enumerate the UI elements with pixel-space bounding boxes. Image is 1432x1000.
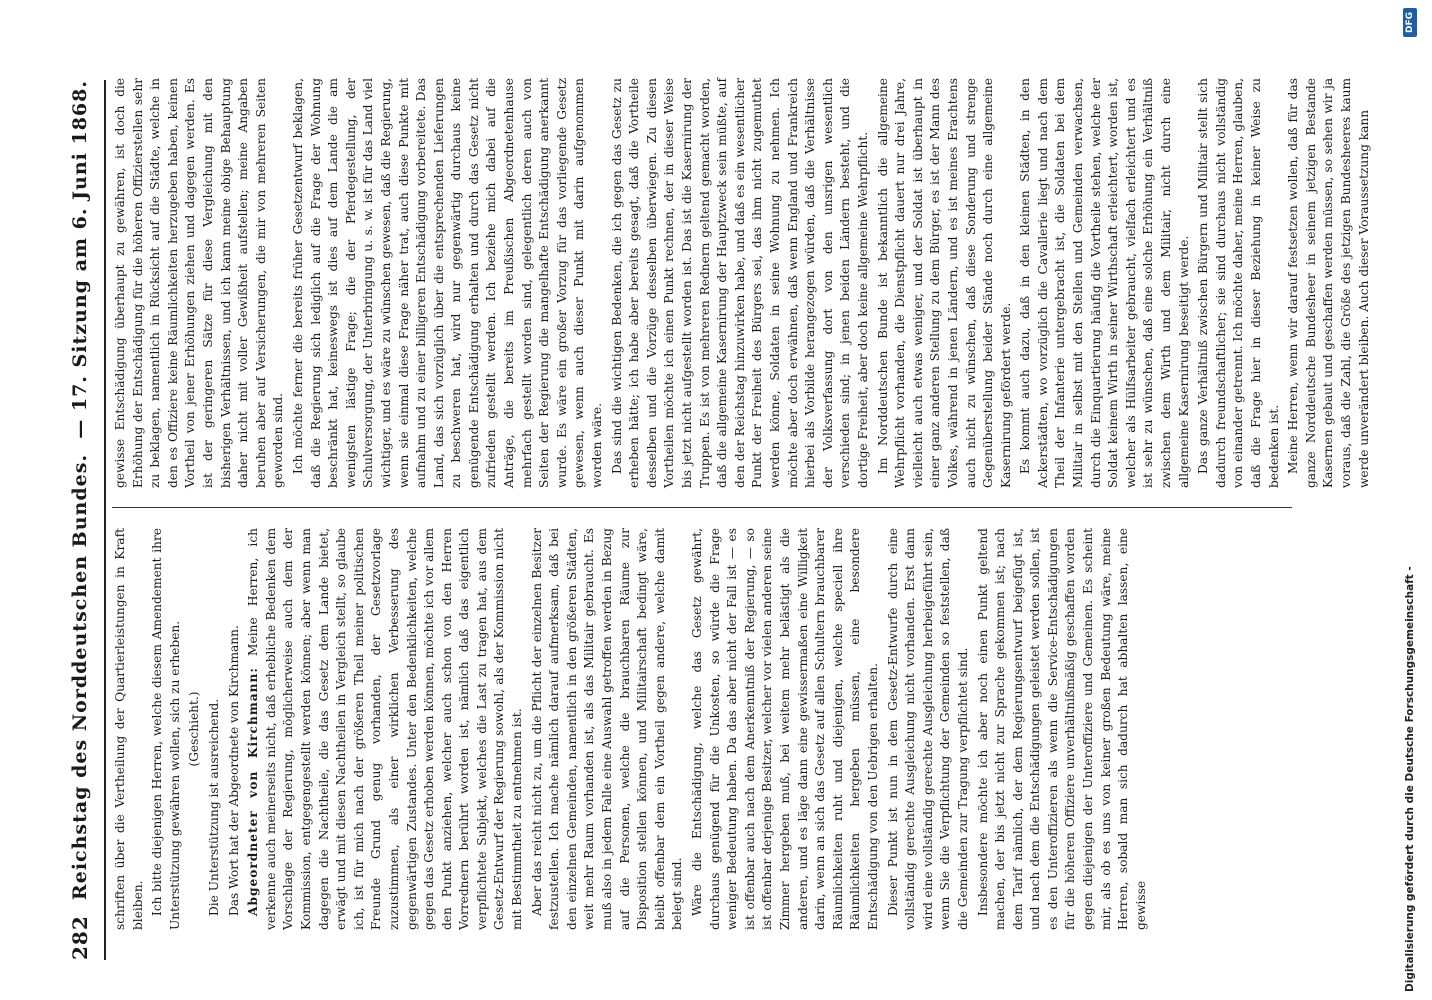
dfg-logo: DFG (1403, 8, 1417, 37)
paragraph: Die Unterstützung ist ausreichend. (206, 698, 221, 916)
digitization-credit (1398, 8, 1422, 992)
text-column-right (112, 78, 1371, 488)
speaker-name: Abgeordneter von Kirchmann: (246, 667, 261, 916)
running-head (60, 80, 100, 960)
speech-paragraph (245, 528, 527, 930)
running-title-left: Reichstag des Norddeutschen Bundes. (69, 453, 91, 901)
paragraph: gewisse Entschädigung überhaupt zu gewähren, ist doch die Erhöhung der Entschädigung für die höheren Offizierstellen sehr zu beklagen, namentlich in Rücksicht auf die Städte, welche in den es Offiziere keine Räumlichkeiten herzugeben haben, keinen Vortheil von jener Erhöhungen ziehen und dagegen werden. Es ist der geringeren Sätze für diese Vergleichung mit den bisherigen Verhältnissen, und ich kann meine obige Behauptung daher nicht mit voller Gewißheit aufstellen; meine Angaben beruhen aber auf Versicherungen, die mir von mehreren Seiten geworden sind. (113, 78, 286, 488)
paragraph: Das sind die wichtigen Bedenken, die ich gegen das Gesetz zu erheben hätte; ich habe aber bereits gesagt, daß die Vortheile desselben und die Vorzüge desselben überwiegen. Zu diesen Vortheilen möchte ich einen Punkt rechnen, der in dieser Weise bis jetzt nicht aufgestellt worden ist. Das ist die Kasernirung der Truppen. Es ist von mehreren Rednern geltend gemacht worden, daß die allgemeine Kasernirung der Hauptzweck sein müßte, auf den der Reichstag hinzuwirken habe, und daß es ein wesentlicher Punkt der Freiheit des Bürgers sei, das ihm nicht zugemuthet werden könne, Soldaten in seine Wohnung zu nehmen. Ich möchte aber doch erwähnen, daß wenn England und Frankreich hierbei als Vorbilde herangezogen würden, daß die Verhältnisse der Volksverfassung dort von den unsrigen wesentlich verschieden sind; in jenen beiden Ländern besteht, und die dortige Freiheit, aber doch keine allgemeine Wehrpflicht. (609, 78, 870, 488)
header-rule (104, 80, 106, 960)
column-divider (112, 507, 1292, 508)
paragraph: Insbesondere möchte ich aber noch einen Punkt geltend machen, der bis jetzt nicht zur Sprache gekommen ist; nach dem Tarif nämlich, der dem Regierungsentwurf beigefügt ist, und nach dem die Entschädigungen geleistet werden sollen, ist es den Unteroffizieren als wenn die Service-Entschädigungen für die höheren Offiziere unverhältnißmäßig geschaffen worden gegen diejenigen der Unteroffiziere und Gemeinen. Es scheint mir, als ob es uns von keiner großen Bedeutung wäre, meine Herren, sobald man sich dadurch hat abhalten lassen, eine gewisse (975, 528, 1148, 930)
paragraph: Dieser Punkt ist nun in dem Gesetz-Entwurfe durch eine vollständig gerechte Ausgleichung nicht vorhanden. Erst dann wird eine vollständig gerechte Ausgleichung herbeigeführt sein, wenn Sie die Verpflichtung der Gemeinden so feststellen, daß die Gemeinden zur Tragung verpflichtet sind. (885, 528, 970, 930)
running-title-right: — 17. Sitzung am 6. Juni 1868. (69, 80, 91, 439)
credit-text: Digitalisierung gefördert durch die Deutsche Forschungsgemeinschaft - (1404, 566, 1416, 992)
paragraph: Ich bitte diejenigen Herren, welche diesem Amendement ihre Unterstützung gewähren wollen, sich zu erheben. (150, 528, 182, 930)
paragraph-centered: (Geschieht.) (187, 691, 202, 767)
paragraph: Wäre die Entschädigung, welche das Gesetz gewährt, durchaus genügend für die Unkosten, so würde die Frage weniger Bedeutung haben. Da das aber nicht der Fall ist — es ist offenbar auch nach dem Anerkenntniß der Regierung, — so ist offenbar derjenige Besitzer, welcher vor vielen anderen seine Zimmer hergeben muß, bei weitem mehr belästigt als die anderen, und es läge dann eine gewissermaßen eine Willigkeit darin, wenn an sich das Gesetz auf allen Schultern brauchbarer Räumlichkeiten ruht und diejenigen, welche speciell ihre Räumlichkeiten hergeben müssen, eine besondere Entschädigung von den Uebrigen erhalten. (690, 528, 880, 930)
paragraph: Ich möchte ferner die bereits früher Gesetzentwurf beklagen, daß die Regierung sich lediglich auf die Frage der Wohnung beschränkt hat, keineswegs ist dies auf dem Lande die am wenigsten lästige Frage; die der Pferdegestellung, der Schulversorgung, der Unterbringung u. s. w. ist für das Land viel wichtiger, und es wäre zu wünschen gewesen, daß die Regierung, wenn sie einmal diese Frage näher trat, auch diese Punkte mit aufnahm und zu einer billigeren Entschädigung vorbereitete. Das Land, das sich vorzüglich über die entsprechenden Lieferungen zu beschweren hat, wird nur gegenwärtig durchaus keine genügende Entschädigung erhalten und durch das Gesetz nicht zufrieden gestellt werden. Ich beziehe mich dabei auf die Anträge, die bereits im Preußischen Abgeordnetenhause mehrfach gestellt worden sind, gelegentlich deren auch von Seiten der Regierung die mangelhafte Entschädigung anerkannt wurde. Es wäre ein großer Vorzug für das vorliegende Gesetz gewesen, wenn auch dieser Punkt mit darin aufgenommen worden wäre. (290, 78, 605, 488)
page-number: 282 (68, 915, 92, 960)
paragraph: Es kommt auch dazu, daß in den kleinen Städten, in den Ackerstädten, wo vorzüglich die Cavallerie liegt und nach dem Theil der Infanterie untergebracht ist, die Soldaten bei dem Militair in selbst mit den Stellen und Gemeinden verwachsen, durch die Einquartierung häufig die Vortheile stehen, welche der Soldat keinem Wirth in seiner Wirthschaft erleichtert, worden ist, welcher als Hülfsarbeiter gebraucht, vielfach erleichtert und es ist sehr zu wünschen, daß eine solche Erhöhung ein Verhältniß zwischen dem Wirth und dem Militair, nicht durch eine allgemeine Kasernirung beseitigt werde. (1018, 78, 1191, 488)
paragraph: Das ganze Verhältniß zwischen Bürgern und Militair stellt sich dadurch freundschaftlicher; sie sind durchaus nicht vollständig von einander getrennt. Ich möchte daher, meine Herren, glauben, daß die Frage hier in dieser Beziehung in keiner Weise zu bedenken ist. (1196, 78, 1281, 488)
text-column-left (112, 528, 1312, 930)
paragraph: schriften über die Vertheilung der Quartierleistungen in Kraft bleiben. (113, 528, 145, 930)
paragraph: Das Wort hat der Abgeordnete von Kirchmann. (226, 625, 241, 916)
paragraph: Aber das reicht nicht zu, um die Pflicht der einzelnen Besitzer festzustellen. Ich mache nämlich darauf aufmerksam, daß bei den einzelnen Gemeinden, namentlich in den größeren Städten, weit mehr Raum vorhanden ist, als das Militair gebraucht. Es muß also in jedem Falle eine Auswahl getroffen werden in Bezug auf die Personen, welche die brauchbaren Räume zur Disposition stellen können, und Militairschaft bedingt wäre, bleibt offenbar dem ein Vortheil gegen andere, welche damit belegt sind. (529, 528, 685, 930)
paragraph: Im Norddeutschen Bunde ist bekanntlich die allgemeine Wehrpflicht vorhanden, die Dienstpflicht dauert nur drei Jahre, vielleicht auch etwas weniger, und der Soldat ist überhaupt in einer ganz anderen Stellung zu dem Bürger, es ist der Mann des Volkes, während in jenen Ländern, und es ist meines Erachtens auch nicht zu wünschen, daß diese Sonderung und strenge Gegenüberstellung beider Stände noch durch eine allgemeine Kasernirung gefördert werde. (875, 78, 1013, 488)
speech-text: Meine Herren, ich verkenne auch meinerseits nicht, daß erhebliche Bedenken dem Vorschlage der Regierung, möglicherweise auch dem der Kommission, entgegengestellt werden können; aber wenn man dagegen die Nachtheile, die das Gesetz dem Lande bietet, erwägt und mit diesen Nachtheilen in Vergleich stellt, so glaube ich, ist für mich nach der größeren Theil meiner politischen Freunde Grund genug vorhanden, der Gesetzvorlage zuzustimmen, als einer wirklichen Verbesserung des gegenwärtigen Zustandes. Unter den Bedenklichkeiten, welche gegen das Gesetz erhoben werden können, möchte ich vor allem den Punkt anziehen, welcher auch schon von den Herren Vorrednern berührt worden ist, nämlich daß das eigentlich verpflichtete Subjekt, welches die Last zu tragen hat, aus dem Gesetz-Entwurf der Regierung sowohl, als der Kommission nicht mit Bestimmtheit zu entnehmen ist. (246, 527, 525, 930)
paragraph: Meine Herren, wenn wir darauf festsetzen wollen, daß für das ganze Norddeutsche Bundesheer in seinem jetzigen Bestande Kasernen gebaut und geschaffen werden müssen, so sehen wir ja voraus, daß die Zahl, die Größe des jetzigen Bundesheeres kaum werde unverändert bleiben. Auch dieser Voraussetzung kann (1286, 78, 1371, 488)
